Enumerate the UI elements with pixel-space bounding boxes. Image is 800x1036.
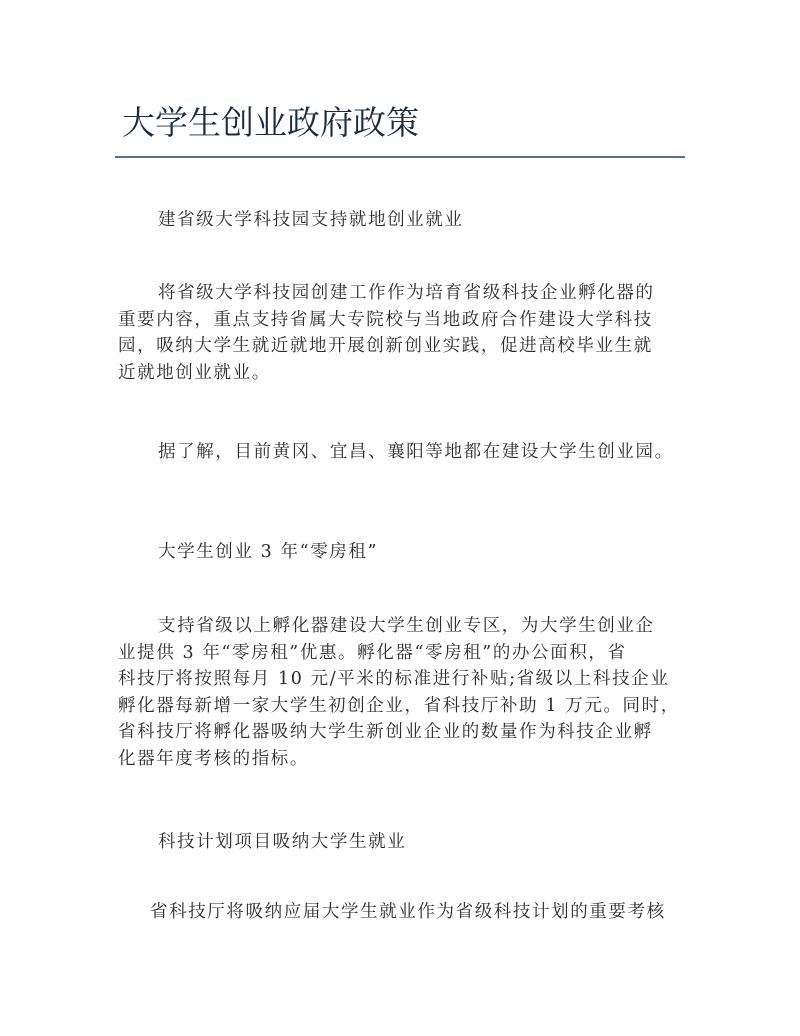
- paragraph-line: 近就地创业就业。: [118, 362, 271, 383]
- section-heading-1: 建省级大学科技园支持就地创业就业: [158, 210, 464, 230]
- paragraph-line: 孵化器每新增一家大学生初创企业，省科技厅补助 1 万元。同时，: [118, 695, 680, 716]
- section-heading-2: 大学生创业 3 年“零房租”: [158, 542, 379, 562]
- paragraph-line: 省科技厅将吸纳应届大学生就业作为省级科技计划的重要考核: [150, 902, 666, 922]
- paragraph-line: 科技厅将按照每月 10 元/平米的标准进行补贴;省级以上科技企业: [118, 669, 670, 689]
- paragraph-line: 重要内容，重点支持省属大专院校与当地政府合作建设大学科技: [118, 309, 653, 330]
- section-1-paragraph-1: [118, 280, 683, 386]
- paragraph-line: 园，吸纳大学生就近就地开展创新创业实践，促进高校毕业生就: [118, 336, 653, 356]
- paragraph-line: 据了解，目前黄冈、宜昌、襄阳等地都在建设大学生创业园。: [158, 442, 674, 462]
- paragraph-line: 将省级大学科技园创建工作作为培育省级科技企业孵化器的: [158, 283, 655, 303]
- paragraph-line: 省科技厅将孵化器吸纳大学生新创业企业的数量作为科技企业孵: [118, 722, 653, 742]
- paragraph-line: 业提供 3 年“零房租”优惠。孵化器“零房租”的办公面积，省: [118, 642, 627, 663]
- section-heading-3: 科技计划项目吸纳大学生就业: [158, 832, 407, 852]
- paragraph-line: 支持省级以上孵化器建设大学生创业专区，为大学生创业企: [158, 616, 655, 636]
- title-divider: [115, 156, 685, 158]
- paragraph-line: 化器年度考核的指标。: [118, 748, 309, 769]
- section-3-paragraph-1: [110, 899, 675, 926]
- section-2-paragraph-1: [118, 613, 683, 772]
- section-1-paragraph-2: [118, 439, 683, 466]
- document-title: 大学生创业政府政策: [122, 103, 419, 142]
